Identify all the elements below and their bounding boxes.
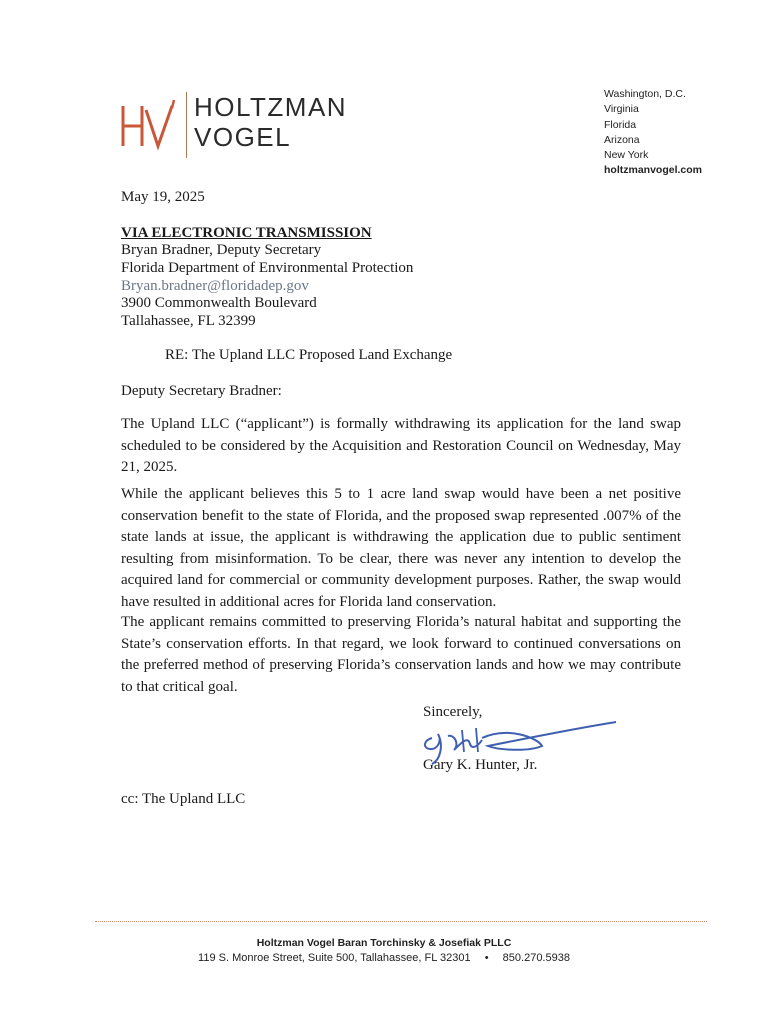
- recipient-street: 3900 Commonwealth Boulevard: [121, 295, 317, 311]
- footer-separator: •: [484, 952, 489, 964]
- transmission-heading: VIA ELECTRONIC TRANSMISSION: [121, 225, 372, 241]
- firm-logo-text: [194, 92, 347, 152]
- holtzman-vogel-logo-icon: [118, 96, 180, 156]
- office-item: Florida: [604, 118, 637, 131]
- logo-line-2: VOGEL: [194, 122, 292, 152]
- subject-line: RE: The Upland LLC Proposed Land Exchange: [165, 347, 453, 363]
- website-link[interactable]: holtzmanvogel.com: [604, 164, 703, 177]
- recipient-name: Bryan Bradner, Deputy Secretary: [121, 242, 322, 258]
- closing: Sincerely,: [423, 704, 483, 720]
- logo-divider: [186, 92, 187, 158]
- salutation: Deputy Secretary Bradner:: [121, 383, 282, 399]
- office-item: Virginia: [604, 103, 639, 116]
- footer-divider: [95, 921, 707, 922]
- recipient-email-link[interactable]: Bryan.bradner@floridadep.gov: [121, 278, 309, 294]
- office-item: Arizona: [604, 133, 640, 146]
- footer-firm-name: Holtzman Vogel Baran Torchinsky & Josefiak PLLC: [256, 937, 512, 949]
- recipient-organization: Florida Department of Environmental Protection: [121, 260, 414, 276]
- cc-line: cc: The Upland LLC: [121, 791, 246, 807]
- signer-name: Gary K. Hunter, Jr.: [423, 757, 538, 773]
- footer-phone: 850.270.5938: [502, 952, 570, 964]
- body-paragraph-1: The Upland LLC (“applicant”) is formally withdrawing its application for the land swap scheduled to be considered by the Acquisition and Restoration Council on Wednesday, May 21, 2025.: [121, 416, 681, 475]
- office-item: Washington, D.C.: [604, 88, 686, 100]
- body-paragraph-2: While the applicant believes this 5 to 1 acre land swap would have been a net positive conservation benefit to the state of Florida, and the proposed swap represented .007% of the state lands at issue, the applicant is withdrawing the application due to public sentiment resulting from misinformation. To be clear, there was never any intention to develop the acquired land for commercial or community development purposes. Rather, the swap would have resulted in additional acres for Florida land conservation.: [121, 486, 681, 610]
- office-locations: [604, 87, 702, 179]
- letter-date: May 19, 2025: [121, 189, 205, 205]
- logo-line-1: HOLTZMAN: [194, 92, 348, 122]
- body-paragraph-3: The applicant remains committed to preserving Florida’s natural habitat and supporting the State’s conservation efforts. In that regard, we look forward to continued conversations on the preferred method of preserving Florida’s conservation lands and how we may contribute to that critical goal.: [121, 614, 681, 695]
- office-item: New York: [604, 149, 649, 162]
- footer-address: 119 S. Monroe Street, Suite 500, Tallahassee, FL 32301: [198, 952, 471, 964]
- footer-contact: [0, 952, 768, 964]
- recipient-city: Tallahassee, FL 32399: [121, 313, 256, 329]
